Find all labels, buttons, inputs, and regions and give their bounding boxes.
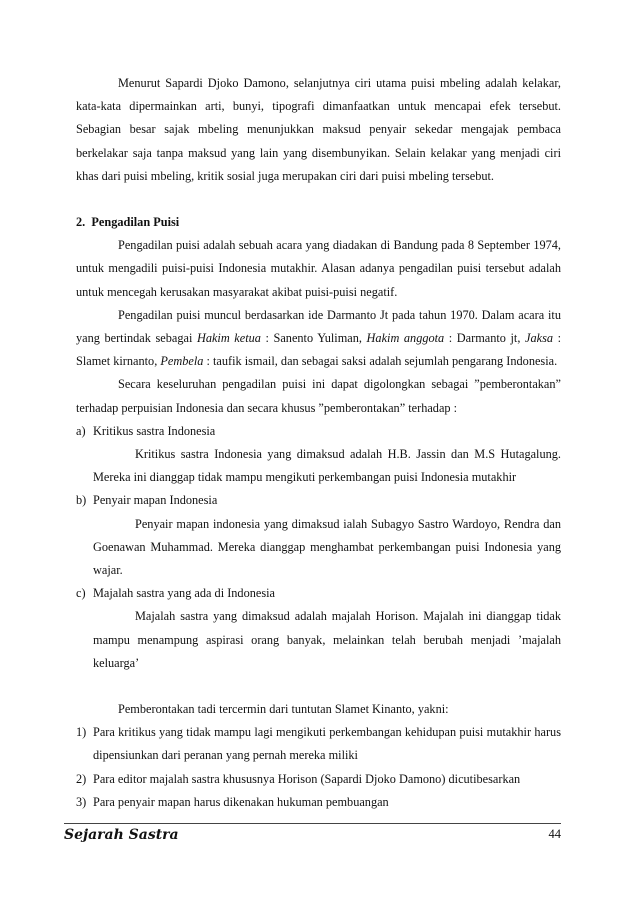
list-item-title: Penyair mapan Indonesia — [93, 493, 218, 508]
list-item-text: Para editor majalah sastra khususnya Horison (Sapardi Djoko Damono) dicutibesarkan — [93, 771, 521, 786]
paragraph-tuntutan: Pemberontakan tadi tercermin dari tuntutan Slamet Kinanto, yakni: — [118, 702, 449, 717]
list-item-text: Para kritikus yang tidak mampu lagi mengikuti perkembangan kehidupan puisi mutakhir harus dipensiunkan dari peranan yang pernah mereka miliki — [93, 725, 561, 763]
page-number: 44 — [548, 827, 561, 841]
list-marker: 3) — [76, 794, 87, 809]
text-run: : Darmanto jt, — [444, 331, 525, 346]
list-marker: 2) — [76, 771, 87, 786]
section-heading — [76, 211, 561, 234]
list-marker: c) — [76, 586, 86, 601]
role-hakim-ketua: Hakim ketua — [196, 331, 261, 346]
list-item — [76, 582, 561, 675]
list-item-body: Penyair mapan indonesia yang dimaksud ialah Subagyo Sastro Wardoyo, Rendra dan Goenawan Muhammad. Mereka dianggap menghambat perkembangan puisi Indonesia yang wajar. — [93, 516, 561, 578]
list-item — [76, 791, 561, 814]
list-marker: a) — [76, 423, 86, 438]
paragraph-pemberontakan: Secara keseluruhan pengadilan puisi ini dapat digolongkan sebagai ”pemberontakan” terhadap perpuisian Indonesia dan secara khusus ”pemberontakan” terhadap : — [76, 377, 561, 415]
text-run: : Sanento Yuliman, — [260, 331, 367, 346]
section-title: Pengadilan Puisi — [91, 215, 180, 230]
list-item-body: Kritikus sastra Indonesia yang dimaksud adalah H.B. Jassin dan M.S Hutagalung. Mereka ini dianggap tidak mampu mengikuti perkembangan puisi Indonesia mutakhir — [93, 447, 561, 485]
spacer — [76, 675, 561, 698]
spacer — [76, 188, 561, 211]
list-marker: b) — [76, 493, 87, 508]
list-item-body: Majalah sastra yang dimaksud adalah majalah Horison. Majalah ini dianggap tidak mampu menampung aspirasi orang banyak, melainkan telah berubah menjadi ’majalah keluarga’ — [93, 609, 561, 670]
text-run: Pengadilan puisi muncul berdasarkan ide Darmanto Jt pada tahun 1970. Dalam acara itu yang bertindak sebagai — [76, 307, 561, 346]
list-item — [76, 721, 561, 767]
paragraph-pengadilan-definisi: Pengadilan puisi adalah sebuah acara yang diadakan di Bandung pada 8 September 1974, untuk mengadili puisi-puisi Indonesia mutakhir. Alasan adanya pengadilan puisi tersebut adalah untuk mencegah kerusakan masyarakat akibat puisi-puisi negatif. — [76, 238, 561, 299]
paragraph-ciri-puisi-mbeling: Menurut Sapardi Djoko Damono, selanjutnya ciri utama puisi mbeling adalah kelakar, kata-kata dipermainkan arti, bunyi, tipografi dimanfaatkan untuk mencapai efek tersebut. Sebagian besar sajak mbeling menunjukkan maksud penyair sekedar mengajak pembaca berkelakar saja tanpa maksud yang lain yang disembunyikan. Selain kelakar yang menjadi ciri khas dari puisi mbeling, kritik sosial juga merupakan ciri dari puisi mbeling tersebut. — [76, 76, 561, 183]
list-item-title: Kritikus sastra Indonesia — [93, 423, 216, 438]
list-item — [76, 420, 561, 490]
page-content — [76, 72, 561, 814]
paragraph-pengadilan-ide — [76, 304, 561, 374]
list-item-text: Para penyair mapan harus dikenakan hukuman pembuangan — [93, 794, 389, 809]
text-run: : Slamet kirnanto, — [76, 331, 561, 369]
section-number: 2. — [76, 215, 86, 230]
numbered-list — [76, 721, 561, 814]
alpha-list — [76, 420, 561, 675]
list-item — [76, 768, 561, 791]
text-run: : taufik ismail, dan sebagai saksi adalah sejumlah pengarang Indonesia. — [203, 354, 558, 369]
role-hakim-anggota: Hakim anggota — [366, 331, 445, 346]
list-item — [76, 489, 561, 582]
list-item-title: Majalah sastra yang ada di Indonesia — [93, 586, 275, 601]
role-jaksa: Jaksa — [525, 331, 553, 346]
footer-title: Sejarah Sastra — [64, 827, 179, 843]
list-marker: 1) — [76, 725, 87, 740]
role-pembela: Pembela — [160, 354, 204, 369]
footer-rule — [64, 823, 561, 824]
